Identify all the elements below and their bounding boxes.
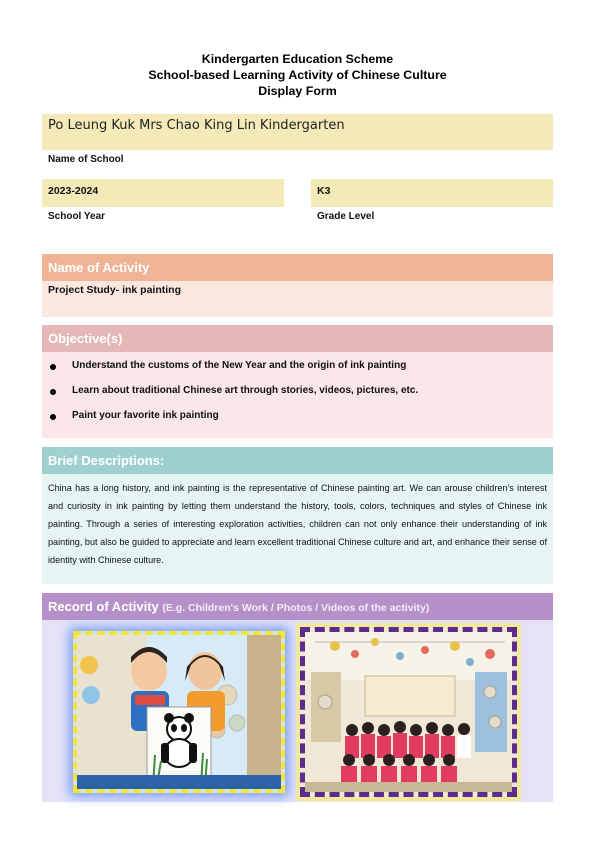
school-year-label: School Year [48, 211, 106, 222]
activity-heading: Name of Activity [42, 254, 553, 281]
children-artwork-image [77, 635, 281, 789]
record-heading [42, 593, 553, 620]
record-title: Record of Activity [48, 599, 159, 614]
brief-heading: Brief Descriptions: [42, 447, 553, 474]
grade-level-field[interactable] [311, 179, 553, 207]
header-title: Kindergarten Education Scheme [201, 52, 394, 66]
activity-body [42, 281, 553, 317]
form-header [0, 51, 595, 99]
grade-level-label: Grade Level [317, 211, 375, 222]
record-subtitle: (E.g. Children's Work / Photos / Videos of the activity) [162, 602, 430, 614]
objectives-body: Understand the customs of the New Year and the origin of ink painting Learn about traditional Chinese art through stories, videos, pictures, etc. Paint your favorite ink painting [42, 352, 553, 438]
bullet-icon [50, 364, 56, 370]
school-name-field[interactable] [42, 114, 553, 150]
brief-text: China has a long history, and ink painting is the representative of Chinese painting art. We can arouse children's interest and curiosity in ink painting by letting them understand the history, tools, colors, techniques and styles of Chinese ink painting. Through a series of interesting exploration activities, children can not only enhance their understanding of ink painting, but also be guided to appreciate and learn excellent traditional Chinese culture and art, and enhance their sense of identity with Chinese culture. [48, 483, 547, 565]
school-year-value: 2023-2024 [48, 185, 99, 197]
school-name-label: Name of School [48, 154, 124, 165]
objectives-heading: Objective(s) [42, 325, 553, 352]
school-year-field[interactable] [42, 179, 284, 207]
grade-level-value: K3 [317, 185, 331, 197]
header-subtitle: School-based Learning Activity of Chinese Culture [148, 68, 447, 82]
class-group-image [305, 632, 512, 792]
children-artwork-photo[interactable] [73, 631, 285, 793]
record-body [42, 620, 553, 802]
class-group-photo[interactable] [300, 627, 517, 797]
activity-value: Project Study- ink painting [48, 284, 182, 296]
school-name-value: Po Leung Kuk Mrs Chao King Lin Kindergarten [48, 118, 345, 133]
bullet-icon [50, 414, 56, 420]
brief-body [42, 474, 553, 584]
header-form-name: Display Form [258, 84, 337, 98]
bullet-icon [50, 389, 56, 395]
